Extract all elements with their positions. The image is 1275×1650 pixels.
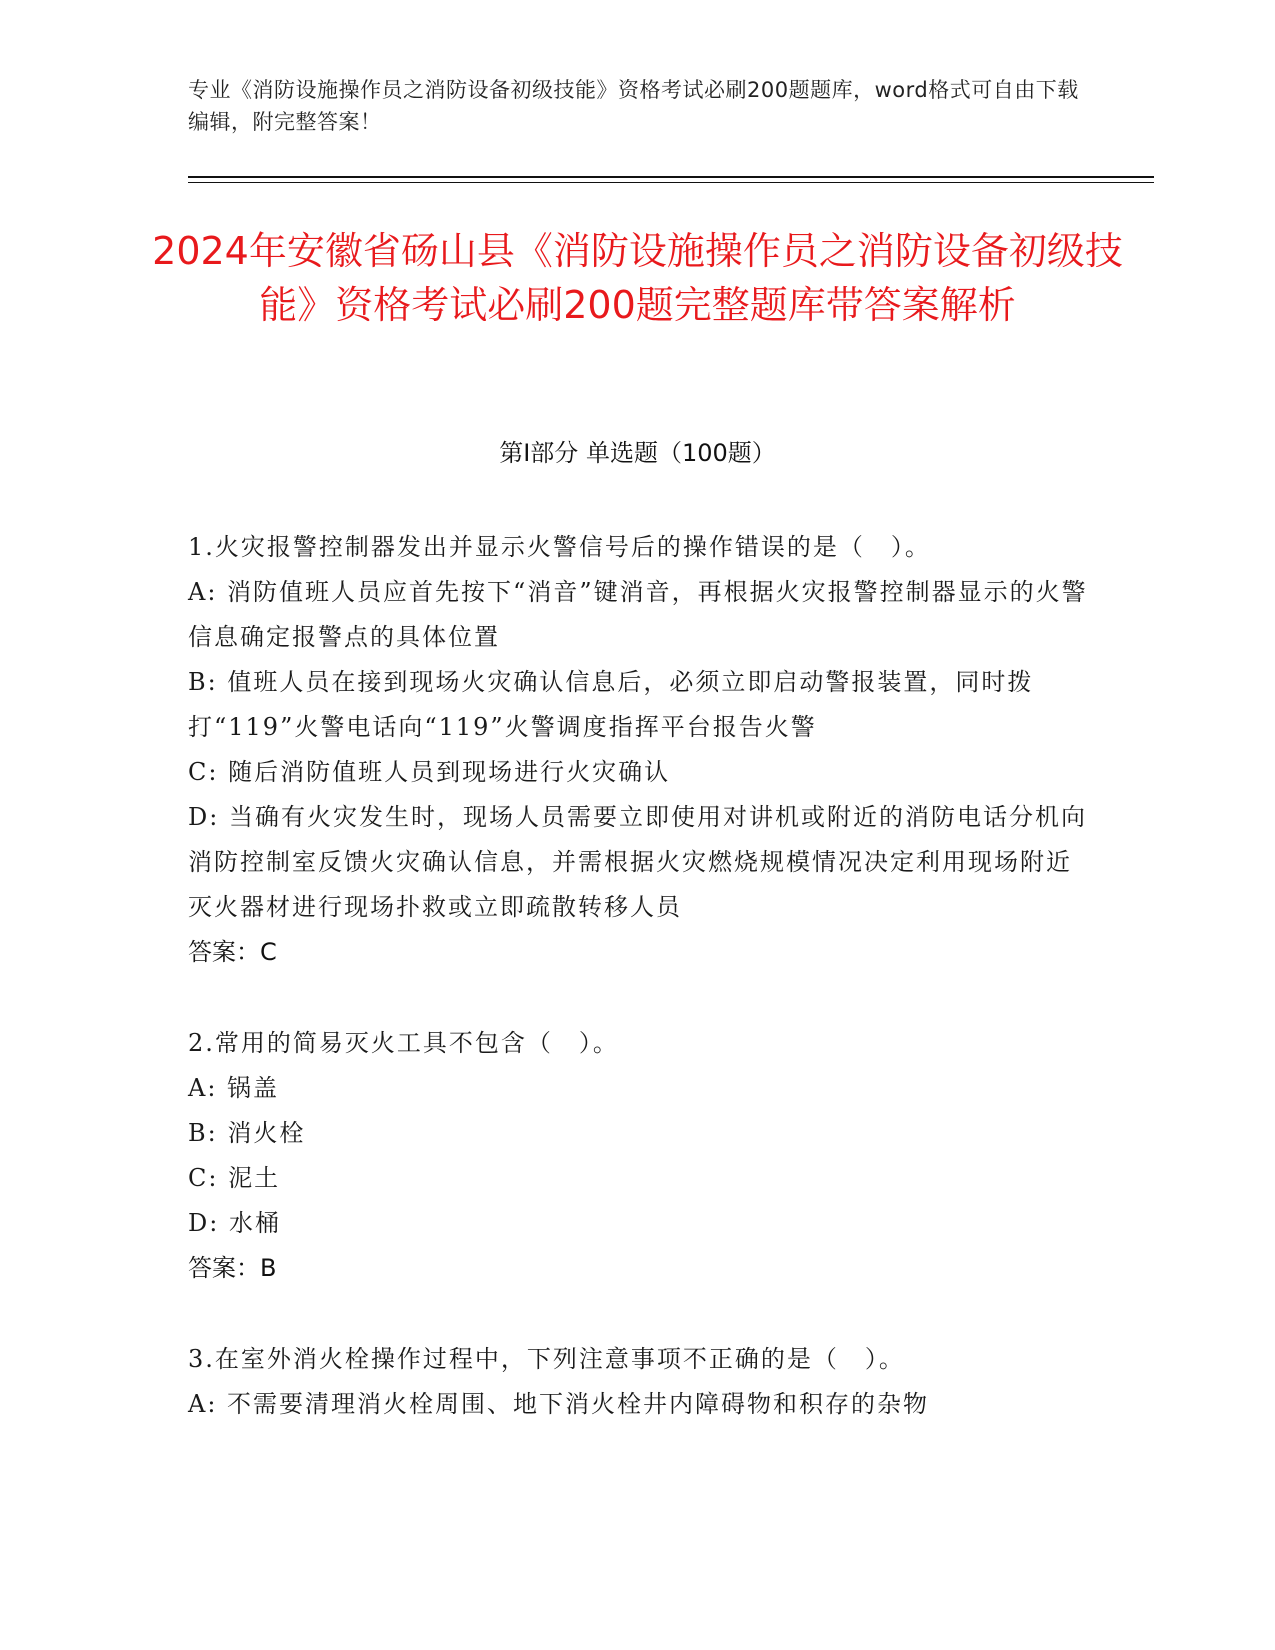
- option-c: C: 随后消防值班人员到现场进行火灾确认: [188, 758, 671, 786]
- question-stem: 3.在室外消火栓操作过程中，下列注意事项不正确的是（ ）。: [188, 1345, 905, 1373]
- question-3: [188, 1337, 1088, 1427]
- answer: 答案：C: [188, 938, 277, 966]
- header-note: 专业《消防设施操作员之消防设备初级技能》资格考试必刷200题题库，word格式可自由下载编辑，附完整答案！: [188, 78, 1079, 134]
- question-list: [188, 525, 1088, 1473]
- header-divider-thick: [188, 176, 1154, 178]
- option-b: B: 消火栓: [188, 1119, 306, 1147]
- option-a: A: 消防值班人员应首先按下“消音”键消音，再根据火灾报警控制器显示的火警信息确定报警点的具体位置: [188, 578, 1088, 651]
- answer: 答案：B: [188, 1254, 277, 1282]
- question-stem: 1.火灾报警控制器发出并显示火警信号后的操作错误的是（ ）。: [188, 533, 931, 561]
- question-2: [188, 1021, 1088, 1291]
- option-c: C: 泥土: [188, 1164, 281, 1192]
- question-1: [188, 525, 1088, 975]
- option-d: D: 当确有火灾发生时，现场人员需要立即使用对讲机或附近的消防电话分机向消防控制室反馈火灾确认信息，并需根据火灾燃烧规模情况决定利用现场附近灭火器材进行现场扑救或立即疏散转移人员: [188, 803, 1087, 921]
- option-b: B: 值班人员在接到现场火灾确认信息后，必须立即启动警报装置，同时拨打“119”火警电话向“119”火警调度指挥平台报告火警: [188, 668, 1034, 741]
- document-title: 2024年安徽省砀山县《消防设施操作员之消防设备初级技能》资格考试必刷200题完整题库带答案解析: [152, 229, 1123, 327]
- option-d: D: 水桶: [188, 1209, 281, 1237]
- question-stem: 2.常用的简易灭火工具不包含（ ）。: [188, 1029, 619, 1057]
- option-a: A: 锅盖: [188, 1074, 280, 1102]
- option-a: A: 不需要清理消火栓周围、地下消火栓井内障碍物和积存的杂物: [188, 1390, 930, 1418]
- section-heading: 第I部分 单选题（100题）: [499, 439, 776, 467]
- header-divider-thin: [188, 182, 1154, 183]
